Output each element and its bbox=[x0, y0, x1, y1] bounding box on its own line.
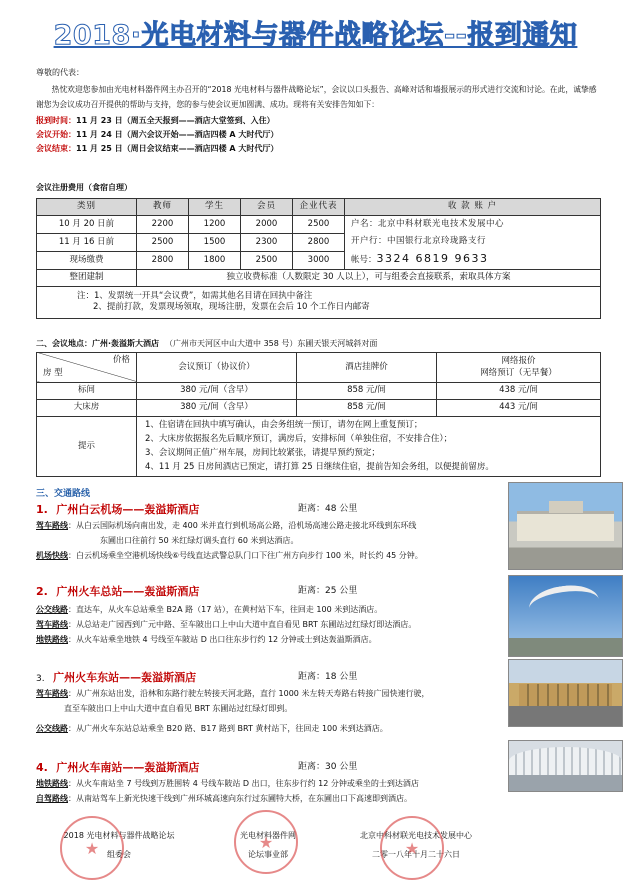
route-distance: 距离：30 公里 bbox=[298, 762, 358, 772]
schedule-label: 会议开始： bbox=[36, 130, 76, 139]
route-line-label: 驾车路线 bbox=[36, 689, 68, 698]
footer-org-sub: 论坛事业部 bbox=[248, 849, 288, 859]
route-title: 广州火车总站——轰溢斯酒店 bbox=[56, 585, 200, 598]
route-line bbox=[36, 689, 511, 704]
route-line bbox=[36, 779, 526, 794]
route-line bbox=[36, 521, 511, 536]
fee-value: 2500 bbox=[137, 233, 189, 251]
footer-org-sub: 组委会 bbox=[107, 849, 131, 859]
schedule-row bbox=[36, 130, 601, 144]
group-label: 整团建制 bbox=[37, 269, 137, 286]
route-line bbox=[36, 536, 511, 551]
tip-item: 2、大床房依据报名先后顺序预订，满房后，安排标间（单独住宿，不安排合住）； bbox=[145, 434, 453, 445]
fee-note: 注：1、发票统一开具“会议费”，如需其他名目请在回执中备注 bbox=[77, 290, 313, 301]
route-header bbox=[36, 503, 511, 521]
fees-table bbox=[36, 198, 601, 319]
route-line-label: 驾车路线 bbox=[36, 620, 68, 629]
transport-heading: 三、交通路线 bbox=[36, 489, 91, 499]
page-title: 2018·光电材料与器件战略论坛--报到通知 bbox=[53, 20, 578, 51]
room-price: 443 元/间 bbox=[437, 399, 601, 416]
account-header: 收 款 账 户 bbox=[345, 198, 601, 215]
tips-cell bbox=[137, 416, 601, 476]
footer-org-name: 光电材料器件网 bbox=[240, 831, 296, 840]
room-price: 438 元/间 bbox=[437, 382, 601, 399]
table-row bbox=[37, 416, 601, 476]
intro-section bbox=[36, 68, 601, 112]
schedule-text: 11 月 25 日（周日会议结束——酒店四楼 A 大时代厅） bbox=[76, 144, 279, 153]
venue-heading-row bbox=[36, 339, 601, 350]
fee-category: 现场缴费 bbox=[37, 251, 137, 269]
route-line-text: 直至车陂出口上中山大道中直自看见 BRT 东圃站过红绿灯即到。 bbox=[64, 704, 293, 713]
route-line-text: 东圃出口往前行 50 米红绿灯调头直行 60 米到达酒店。 bbox=[100, 536, 299, 545]
fee-value: 2800 bbox=[137, 251, 189, 269]
tip-item: 1、住宿请在回执中填写确认，由会务组统一预订，请勿在网上重复预订； bbox=[145, 420, 423, 431]
route-line-label: 地铁路线 bbox=[36, 635, 68, 644]
route-line-text: ：从南站驾车上新光快速干线到广州环城高速向东行过东圃特大桥，在东圃出口下高速即到酒店。 bbox=[68, 794, 412, 803]
fees-section bbox=[36, 183, 601, 319]
fee-value: 2200 bbox=[137, 215, 189, 233]
route-line-label: 机场快线 bbox=[36, 551, 68, 560]
route-header bbox=[36, 671, 511, 689]
route-line-label: 公交线路 bbox=[36, 724, 68, 733]
room-price: 858 元/间 bbox=[297, 399, 437, 416]
route-header bbox=[36, 761, 526, 779]
schedule-label: 报到时间： bbox=[36, 116, 76, 125]
route-2 bbox=[36, 585, 511, 650]
route-line bbox=[36, 794, 526, 809]
account-value: 中国银行北京玲珑路支行 bbox=[387, 235, 487, 246]
fee-notes bbox=[37, 286, 601, 318]
route-line-label: 地铁路线 bbox=[36, 779, 68, 788]
schedule-text: 11 月 23 日（周五全天报到——酒店大堂签到、入住） bbox=[76, 116, 275, 125]
fee-value: 1500 bbox=[189, 233, 241, 251]
table-row bbox=[37, 382, 601, 399]
stamp-icon bbox=[380, 816, 444, 880]
route-line-label: 驾车路线 bbox=[36, 521, 68, 530]
fee-note: 2、提前打款，发票现场领取，现场注册，发票在会后 10 个工作日内邮寄 bbox=[93, 302, 370, 313]
fee-value: 2000 bbox=[241, 215, 293, 233]
route-line-label: 公交线路 bbox=[36, 605, 68, 614]
schedule-row bbox=[36, 116, 601, 130]
route-num: 4. bbox=[36, 761, 48, 774]
route-num: 1. bbox=[36, 503, 48, 516]
stamp-icon bbox=[60, 816, 124, 880]
fees-col-header: 教师 bbox=[137, 198, 189, 215]
route-distance: 距离：25 公里 bbox=[298, 586, 358, 596]
fee-value: 1800 bbox=[189, 251, 241, 269]
room-type: 大床房 bbox=[37, 399, 137, 416]
account-label: 户名： bbox=[351, 218, 379, 229]
tip-item: 3、会议期间正值广州车展，房间比较紧张，请提早预约预定； bbox=[145, 448, 380, 459]
account-label: 帐号： bbox=[351, 254, 377, 265]
route-line bbox=[36, 620, 511, 635]
venue-corner-cell bbox=[37, 352, 137, 382]
account-row bbox=[351, 250, 598, 269]
account-row bbox=[351, 233, 598, 250]
route-line bbox=[36, 605, 511, 620]
route-line bbox=[36, 724, 511, 739]
table-row bbox=[37, 399, 601, 416]
east-station-photo bbox=[508, 659, 623, 727]
route-4 bbox=[36, 761, 526, 809]
airport-photo bbox=[508, 482, 623, 570]
schedule-row bbox=[36, 144, 601, 158]
venue-table bbox=[36, 352, 601, 477]
account-value: 北京中科材联光电技术发展中心 bbox=[378, 218, 505, 229]
venue-section bbox=[36, 339, 601, 477]
tips-label: 提示 bbox=[37, 416, 137, 476]
table-row bbox=[37, 215, 601, 233]
room-type: 标间 bbox=[37, 382, 137, 399]
fee-category: 10 月 20 日前 bbox=[37, 215, 137, 233]
venue-col-header: 网络报价 网络预订（无早餐） bbox=[437, 352, 601, 382]
room-price: 380 元/间（含早） bbox=[137, 382, 297, 399]
route-num: 2. bbox=[36, 585, 48, 598]
route-line-text: ：直达车，从火车总站乘坐 B2A 路（17 站），在黄村站下车，往回走 100 米到达酒店。 bbox=[68, 605, 383, 614]
fees-heading: 会议注册费用（食宿自理） bbox=[36, 183, 132, 192]
route-header bbox=[36, 585, 511, 605]
route-title: 广州火车东站——轰溢斯酒店 bbox=[53, 671, 197, 684]
route-distance: 距离：48 公里 bbox=[298, 504, 358, 514]
south-station-photo bbox=[508, 740, 623, 792]
fee-value: 2500 bbox=[241, 251, 293, 269]
fees-col-header: 学生 bbox=[189, 198, 241, 215]
schedule-text: 11 月 24 日（周六会议开始——酒店四楼 A 大时代厅） bbox=[76, 130, 279, 139]
route-line-text: ：从总站走广园西到广元中路、至车陂出口上中山大道中直自看见 BRT 东圃站过红绿灯即达酒店。 bbox=[68, 620, 417, 629]
venue-col-header: 酒店挂牌价 bbox=[297, 352, 437, 382]
fee-value: 2300 bbox=[241, 233, 293, 251]
account-row bbox=[351, 216, 598, 233]
route-num: 3. bbox=[36, 674, 45, 684]
route-line-text: ：从广州东站出发，沿林和东路行驶左转接天河北路，直行 1000 米左转天寿路右转接广园快速行驶， bbox=[68, 689, 430, 698]
route-1 bbox=[36, 503, 511, 566]
greeting: 尊敬的代表： bbox=[36, 68, 84, 77]
account-label: 开户行： bbox=[351, 235, 388, 246]
table-row bbox=[37, 286, 601, 318]
route-line bbox=[36, 635, 511, 650]
table-row bbox=[37, 269, 601, 286]
fee-value: 3000 bbox=[293, 251, 345, 269]
fee-value: 2800 bbox=[293, 233, 345, 251]
account-cell bbox=[345, 215, 601, 269]
fees-col-header: 企业代表 bbox=[293, 198, 345, 215]
corner-top: 价格 bbox=[112, 354, 130, 365]
group-text: 独立收费标准（人数限定 30 人以上），可与组委会直接联系，索取具体方案 bbox=[137, 269, 601, 286]
route-3 bbox=[36, 671, 511, 739]
room-price: 858 元/间 bbox=[297, 382, 437, 399]
venue-heading: 二、会议地点：广州·轰溢斯大酒店 bbox=[36, 339, 160, 348]
route-line-text: ：从火车站乘坐地铁 4 号线至车陂站 D 出口往东步行约 12 分钟或士到达轰溢斯酒店。 bbox=[68, 635, 377, 644]
route-line-text: ：从广州火车东站总站乘坐 B20 路、B17 路到 BRT 黄村站下，往回走 100 米到达酒店。 bbox=[68, 724, 388, 733]
footer-org-name: 北京中科材联光电技术发展中心 bbox=[360, 831, 472, 840]
route-line bbox=[36, 704, 511, 724]
footer-org-sub: 二零一八年十月二十六日 bbox=[372, 849, 460, 859]
stamp-icon bbox=[234, 810, 298, 874]
schedule-label: 会议结束： bbox=[36, 144, 76, 153]
tip-item: 4、11 月 25 日房间酒店已预定，请打算 25 日继续住宿，提前告知会务组，以便提前留房。 bbox=[145, 462, 494, 473]
intro-text: 热忱欢迎您参加由光电材料器件网主办召开的“2018 光电材料与器件战略论坛”，会议以口头报告、高峰对话和墙报展示的形式进行交流和讨论。在此，诚挚感谢您为会议成功召开提供的帮助与支持，您的参与使会议更加圆满、成功。现将有关安排告知如下： bbox=[36, 84, 597, 109]
route-line-text: ：从火车南站坐 7 号线到万胜围转 4 号线车陂站 D 出口，往东步行约 12 分钟或乘坐的士到达酒店 bbox=[68, 779, 419, 788]
account-value: 3324 6819 9633 bbox=[376, 251, 489, 265]
fee-value: 2500 bbox=[293, 215, 345, 233]
fees-col-header: 会员 bbox=[241, 198, 293, 215]
footer-org-name: 2018 光电材料与器件战略论坛 bbox=[63, 831, 175, 840]
route-distance: 距离：18 公里 bbox=[298, 672, 358, 682]
venue-address: （广州市天河区中山大道中 358 号）东圃天银天河城斜对面 bbox=[165, 339, 378, 348]
route-line-label: 自驾路线 bbox=[36, 794, 68, 803]
fee-category: 11 月 16 日前 bbox=[37, 233, 137, 251]
corner-bottom: 房 型 bbox=[43, 368, 63, 379]
route-line bbox=[36, 551, 511, 566]
fees-col-header: 类别 bbox=[37, 198, 137, 215]
venue-col-header: 会议预订（协议价） bbox=[137, 352, 297, 382]
railway-station-photo bbox=[508, 575, 623, 657]
fee-value: 1200 bbox=[189, 215, 241, 233]
route-title: 广州白云机场——轰溢斯酒店 bbox=[56, 503, 200, 516]
room-price: 380 元/间（含早） bbox=[137, 399, 297, 416]
route-line-text: ：白云机场乘坐空港机场快线⑥号线直达武警总队门口下往广州方向步行 100 米，时长约 45 分钟。 bbox=[68, 551, 423, 560]
route-line-text: ：从白云国际机场向南出发，走 400 米并直行到机场高公路，沿机场高速公路走接北环线到东环线 bbox=[68, 521, 417, 530]
schedule-section bbox=[36, 116, 601, 158]
route-title: 广州火车南站——轰溢斯酒店 bbox=[56, 761, 200, 774]
